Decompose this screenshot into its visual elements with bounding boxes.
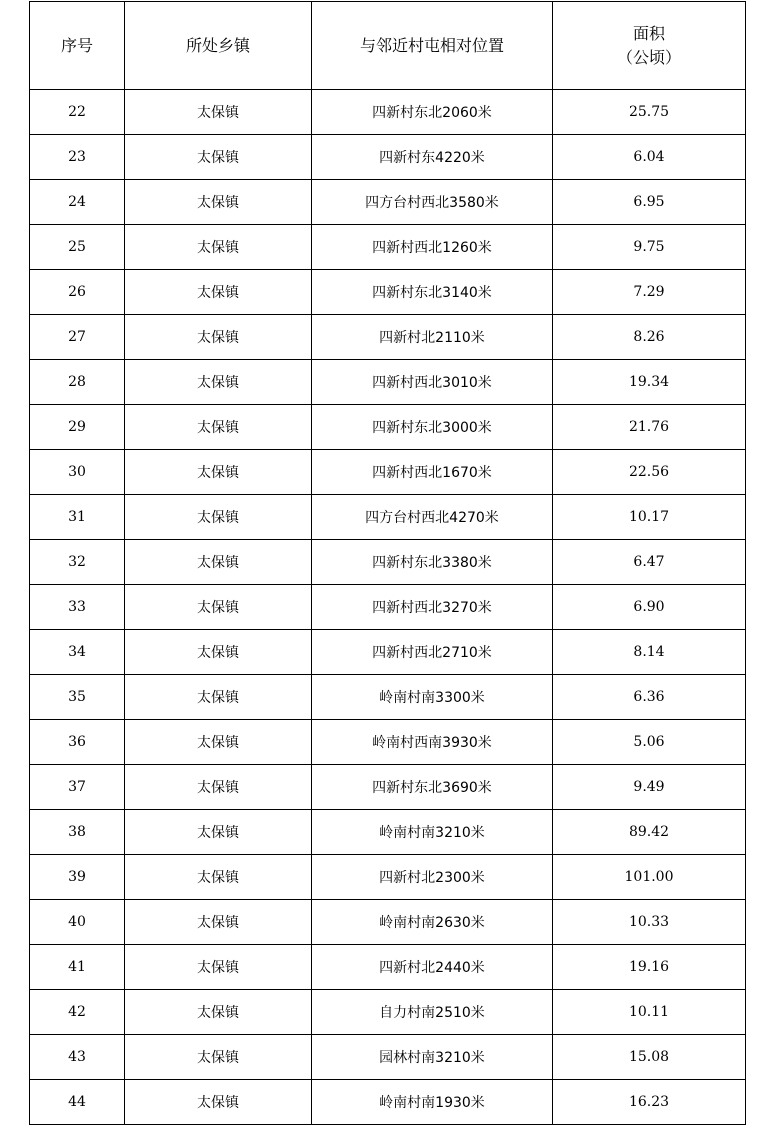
cell-town: 太保镇 (125, 135, 312, 180)
cell-position: 四新村东北3690米 (312, 765, 553, 810)
cell-area: 10.17 (553, 495, 746, 540)
cell-position: 四新村西北1260米 (312, 225, 553, 270)
cell-position: 四新村西北1670米 (312, 450, 553, 495)
cell-town: 太保镇 (125, 990, 312, 1035)
land-area-table (29, 1, 746, 1125)
cell-area: 10.33 (553, 900, 746, 945)
table-row (30, 135, 746, 180)
cell-index: 43 (30, 1035, 125, 1080)
table-row (30, 765, 746, 810)
table-row (30, 990, 746, 1035)
header-index: 序号 (30, 2, 125, 90)
cell-index: 30 (30, 450, 125, 495)
cell-index: 35 (30, 675, 125, 720)
cell-area: 8.26 (553, 315, 746, 360)
cell-index: 42 (30, 990, 125, 1035)
cell-position: 岭南村西南3930米 (312, 720, 553, 765)
table-body (30, 90, 746, 1125)
cell-area: 6.47 (553, 540, 746, 585)
cell-town: 太保镇 (125, 225, 312, 270)
cell-town: 太保镇 (125, 540, 312, 585)
table-row (30, 585, 746, 630)
cell-town: 太保镇 (125, 945, 312, 990)
cell-area: 6.36 (553, 675, 746, 720)
cell-position: 四新村东北3140米 (312, 270, 553, 315)
cell-index: 31 (30, 495, 125, 540)
cell-position: 岭南村南3210米 (312, 810, 553, 855)
table-row (30, 855, 746, 900)
cell-town: 太保镇 (125, 270, 312, 315)
cell-index: 39 (30, 855, 125, 900)
cell-index: 32 (30, 540, 125, 585)
cell-position: 岭南村南3300米 (312, 675, 553, 720)
cell-position: 自力村南2510米 (312, 990, 553, 1035)
cell-area: 16.23 (553, 1080, 746, 1125)
cell-position: 四新村北2440米 (312, 945, 553, 990)
cell-town: 太保镇 (125, 405, 312, 450)
cell-town: 太保镇 (125, 585, 312, 630)
table-header (30, 2, 746, 90)
cell-area: 8.14 (553, 630, 746, 675)
cell-area: 89.42 (553, 810, 746, 855)
cell-index: 28 (30, 360, 125, 405)
cell-index: 24 (30, 180, 125, 225)
cell-position: 四新村东北3380米 (312, 540, 553, 585)
cell-town: 太保镇 (125, 450, 312, 495)
cell-position: 四方台村西北3580米 (312, 180, 553, 225)
cell-index: 34 (30, 630, 125, 675)
table-row (30, 225, 746, 270)
cell-position: 园林村南3210米 (312, 1035, 553, 1080)
header-town: 所处乡镇 (125, 2, 312, 90)
table-row (30, 945, 746, 990)
table-row (30, 495, 746, 540)
cell-index: 27 (30, 315, 125, 360)
cell-town: 太保镇 (125, 720, 312, 765)
cell-area: 6.95 (553, 180, 746, 225)
cell-town: 太保镇 (125, 630, 312, 675)
cell-town: 太保镇 (125, 315, 312, 360)
cell-position: 四方台村西北4270米 (312, 495, 553, 540)
table-row (30, 1080, 746, 1125)
table-row (30, 315, 746, 360)
cell-town: 太保镇 (125, 900, 312, 945)
cell-area: 19.16 (553, 945, 746, 990)
cell-index: 29 (30, 405, 125, 450)
cell-area: 22.56 (553, 450, 746, 495)
cell-area: 25.75 (553, 90, 746, 135)
cell-position: 四新村东4220米 (312, 135, 553, 180)
table-row (30, 405, 746, 450)
cell-position: 四新村东北3000米 (312, 405, 553, 450)
cell-index: 23 (30, 135, 125, 180)
table-row (30, 900, 746, 945)
cell-town: 太保镇 (125, 360, 312, 405)
cell-town: 太保镇 (125, 855, 312, 900)
cell-area: 9.49 (553, 765, 746, 810)
cell-index: 26 (30, 270, 125, 315)
cell-town: 太保镇 (125, 180, 312, 225)
cell-index: 38 (30, 810, 125, 855)
table-row (30, 630, 746, 675)
cell-area: 7.29 (553, 270, 746, 315)
cell-position: 四新村西北2710米 (312, 630, 553, 675)
header-position: 与邻近村屯相对位置 (312, 2, 553, 90)
table-row (30, 540, 746, 585)
table-row (30, 360, 746, 405)
table-row (30, 180, 746, 225)
cell-town: 太保镇 (125, 495, 312, 540)
cell-town: 太保镇 (125, 675, 312, 720)
cell-position: 四新村北2300米 (312, 855, 553, 900)
cell-index: 40 (30, 900, 125, 945)
cell-area: 9.75 (553, 225, 746, 270)
cell-position: 四新村东北2060米 (312, 90, 553, 135)
cell-index: 33 (30, 585, 125, 630)
header-area-label: 面积 (632, 23, 665, 43)
table-row (30, 1035, 746, 1080)
cell-town: 太保镇 (125, 765, 312, 810)
cell-index: 37 (30, 765, 125, 810)
cell-position: 岭南村南1930米 (312, 1080, 553, 1125)
cell-index: 41 (30, 945, 125, 990)
cell-position: 四新村北2110米 (312, 315, 553, 360)
cell-town: 太保镇 (125, 90, 312, 135)
cell-area: 6.04 (553, 135, 746, 180)
cell-area: 5.06 (553, 720, 746, 765)
cell-town: 太保镇 (125, 1080, 312, 1125)
table-row (30, 90, 746, 135)
cell-area: 15.08 (553, 1035, 746, 1080)
table-row (30, 450, 746, 495)
table-row (30, 270, 746, 315)
cell-area: 10.11 (553, 990, 746, 1035)
cell-area: 21.76 (553, 405, 746, 450)
cell-area: 101.00 (553, 855, 746, 900)
header-area-unit: （公顷） (616, 47, 681, 67)
header-row (30, 2, 746, 90)
cell-town: 太保镇 (125, 810, 312, 855)
cell-position: 四新村西北3270米 (312, 585, 553, 630)
cell-area: 19.34 (553, 360, 746, 405)
table-row (30, 675, 746, 720)
cell-index: 22 (30, 90, 125, 135)
table-row (30, 720, 746, 765)
cell-town: 太保镇 (125, 1035, 312, 1080)
header-area (553, 2, 746, 90)
cell-position: 岭南村南2630米 (312, 900, 553, 945)
cell-area: 6.90 (553, 585, 746, 630)
cell-index: 44 (30, 1080, 125, 1125)
table-row (30, 810, 746, 855)
cell-index: 36 (30, 720, 125, 765)
cell-index: 25 (30, 225, 125, 270)
cell-position: 四新村西北3010米 (312, 360, 553, 405)
